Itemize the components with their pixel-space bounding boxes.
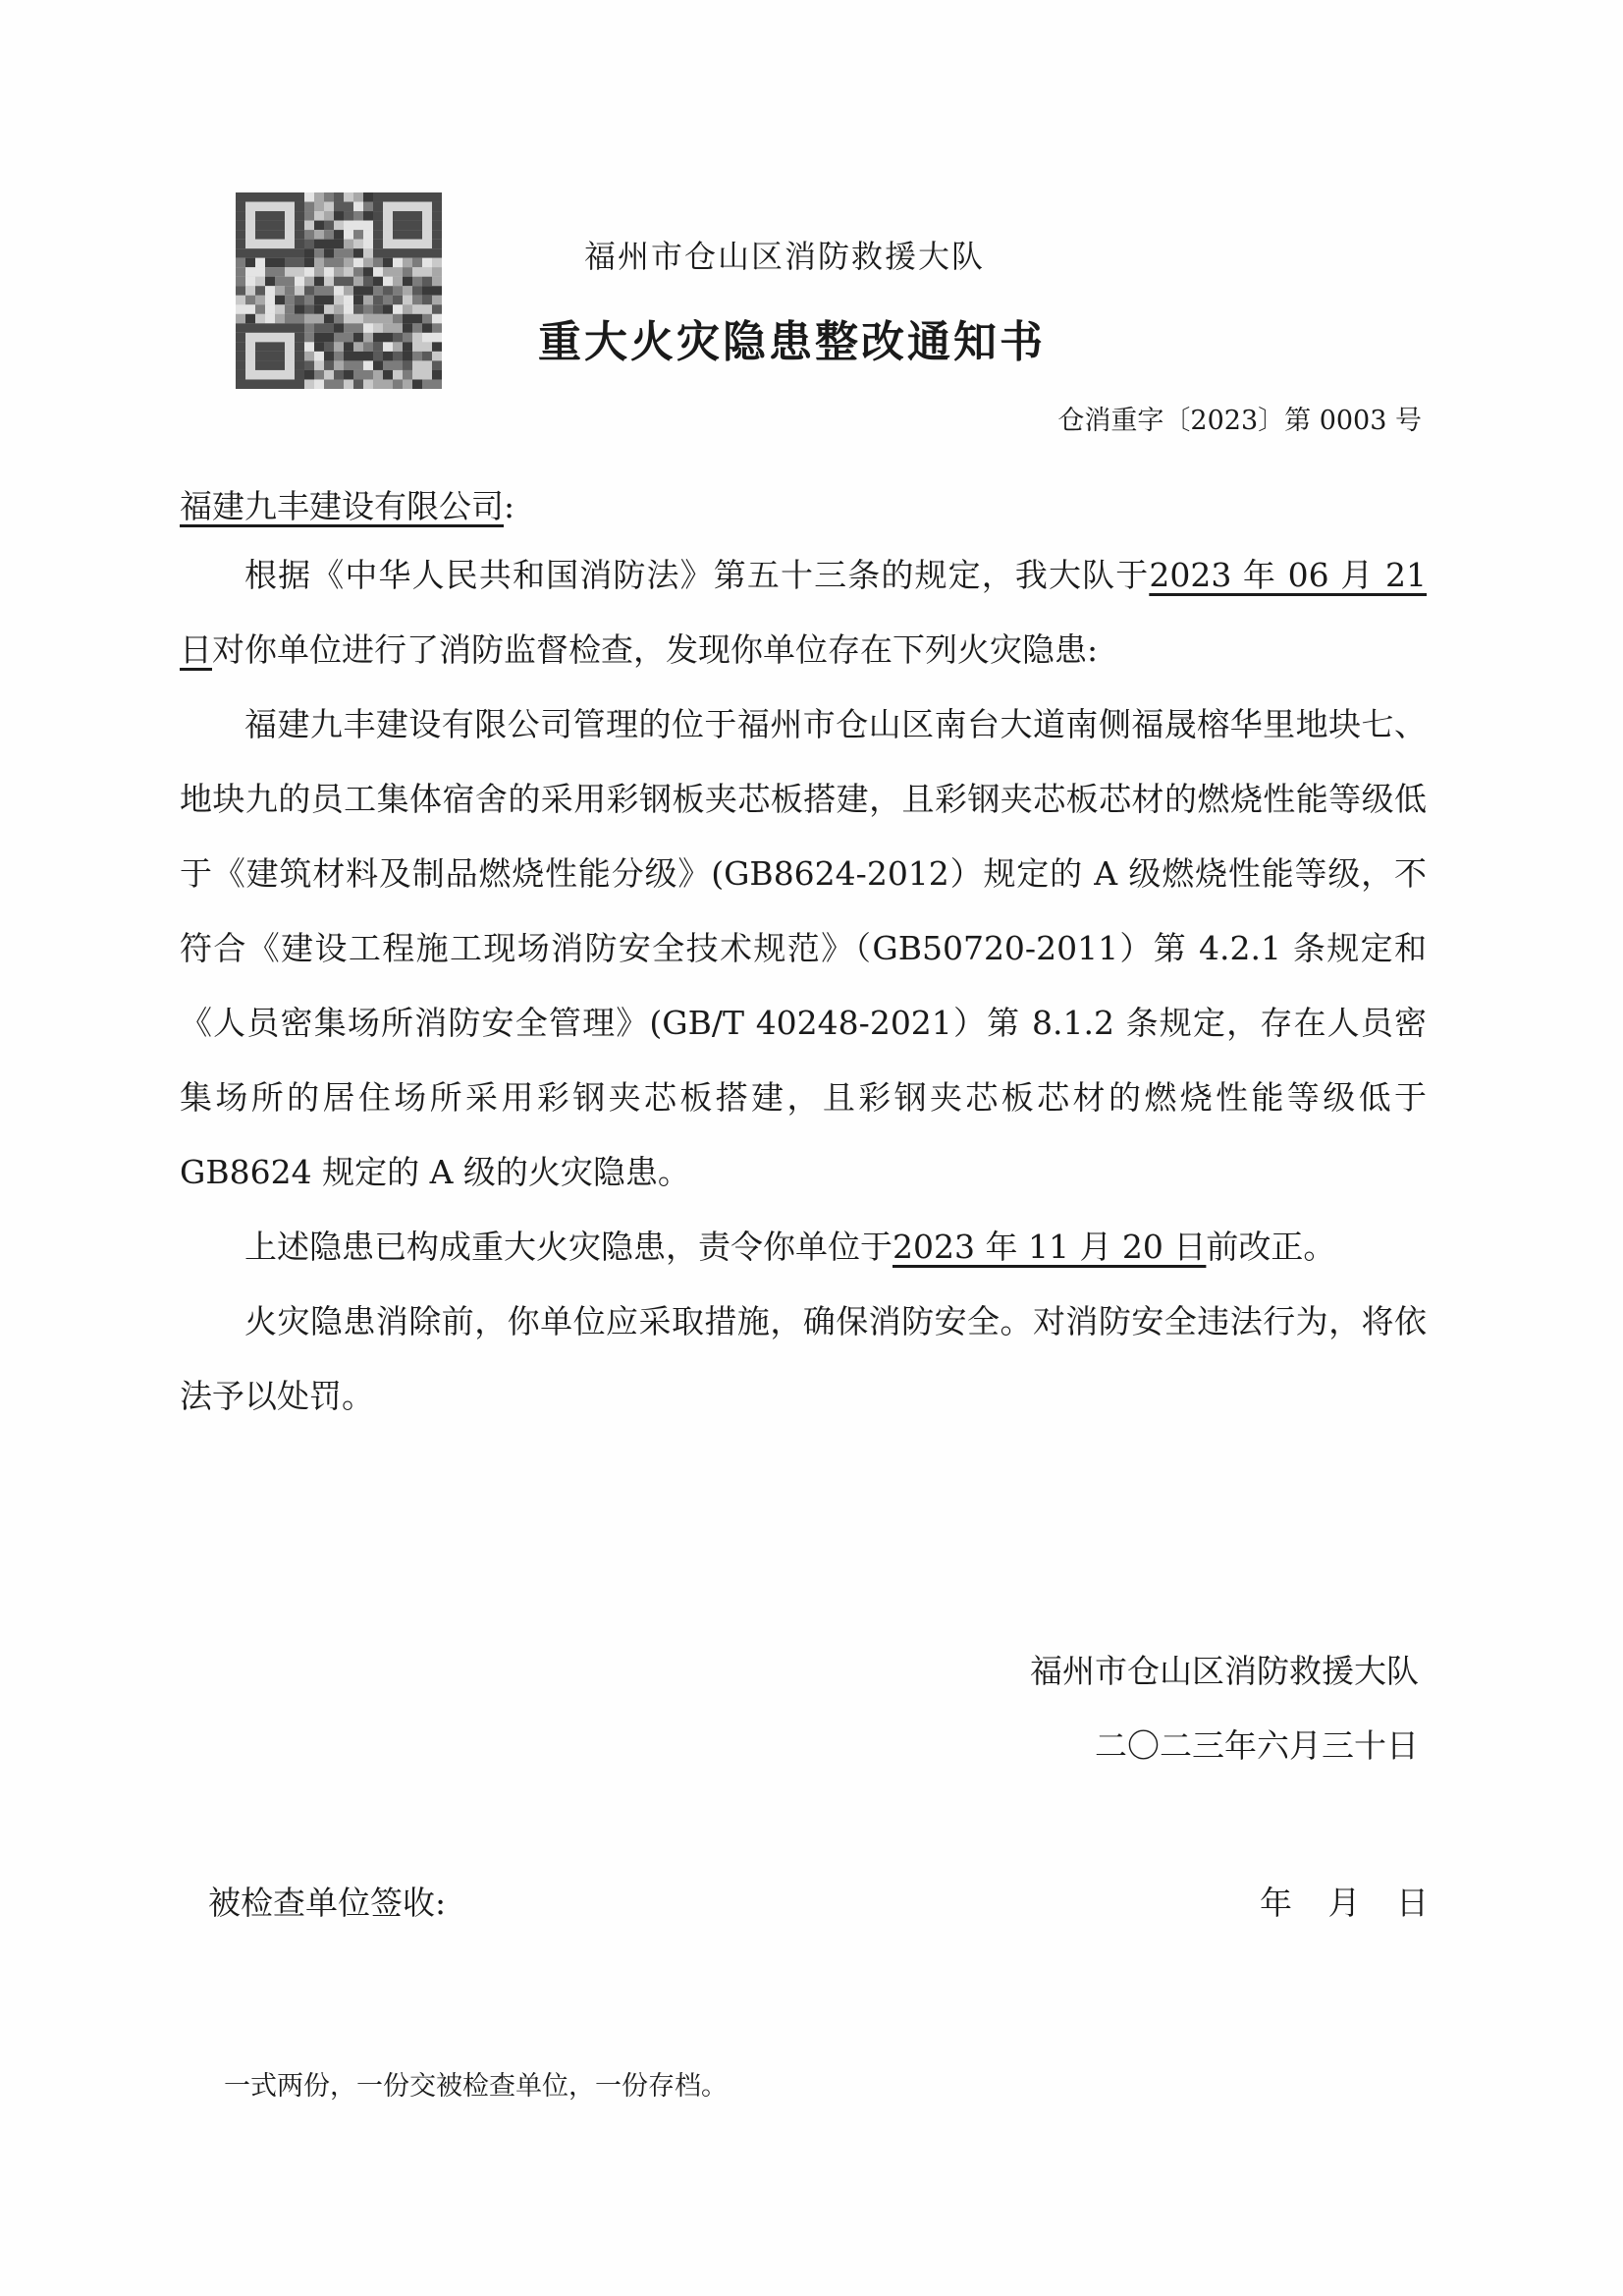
- rectification-deadline: 2023 年 11 月 20 日: [893, 1228, 1207, 1266]
- inspection-date: 2023 年 06 月 21 日: [180, 556, 1427, 669]
- document-number: 仓消重字〔2023〕第 0003 号: [1057, 406, 1422, 436]
- issuing-agency: 福州市仓山区消防救援大队: [584, 238, 986, 275]
- addressee: [180, 481, 514, 527]
- paragraph-inspection-prefix: 根据《中华人民共和国消防法》第五十三条的规定，我大队于: [244, 556, 1150, 594]
- footer-note: 一式两份，一份交被检查单位，一份存档。: [224, 2071, 728, 2102]
- paragraph-deadline-prefix: 上述隐患已构成重大火灾隐患，责令你单位于: [244, 1228, 893, 1266]
- addressee-name: 福建九丰建设有限公司: [180, 487, 504, 525]
- paragraph-inspection-suffix: 对你单位进行了消防监督检查，发现你单位存在下列火灾隐患:: [212, 630, 1099, 669]
- paragraph-hazard-description: 福建九丰建设有限公司管理的位于福州市仓山区南台大道南侧福晟榕华里地块七、地块九的员工集体宿舍的采用彩钢板夹芯板搭建，且彩钢夹芯板芯材的燃烧性能等级低于《建筑材料及制品燃烧性能分级》(GB8624-2012）规定的 A 级燃烧性能等级，不符合《建设工程施工现场消防安全技术规范》（GB50720-2011）第 4.2.1 条规定和《人员密集场所消防安全管理》(GB/T 40248-2021）第 8.1.2 条规定，存在人员密集场所的居住场所采用彩钢夹芯板搭建，且彩钢夹芯板芯材的燃烧性能等级低于 GB8624 规定的 A 级的火灾隐患。: [180, 705, 1427, 1191]
- document-title: 重大火灾隐患整改通知书: [538, 317, 1046, 367]
- paragraph-inspection: [180, 538, 1427, 687]
- paragraph-warning: 火灾隐患消除前，你单位应采取措施，确保消防安全。对消防安全违法行为，将依法予以处罚。: [180, 1302, 1427, 1415]
- signature-date: 二〇二三年六月三十日: [1095, 1726, 1419, 1765]
- notice-body: [180, 538, 1427, 1434]
- signature-block: [1030, 1634, 1419, 1783]
- addressee-colon: :: [504, 487, 515, 525]
- paragraph-deadline-suffix: 前改正。: [1206, 1228, 1336, 1266]
- signature-agency: 福州市仓山区消防救援大队: [1030, 1652, 1419, 1690]
- qr-code-image: [236, 192, 442, 389]
- qr-code: [236, 192, 442, 389]
- receipt-label: 被检查单位签收:: [208, 1884, 447, 1922]
- receipt-date: 年 月 日: [1260, 1884, 1429, 1922]
- paragraph-deadline: [180, 1210, 1427, 1285]
